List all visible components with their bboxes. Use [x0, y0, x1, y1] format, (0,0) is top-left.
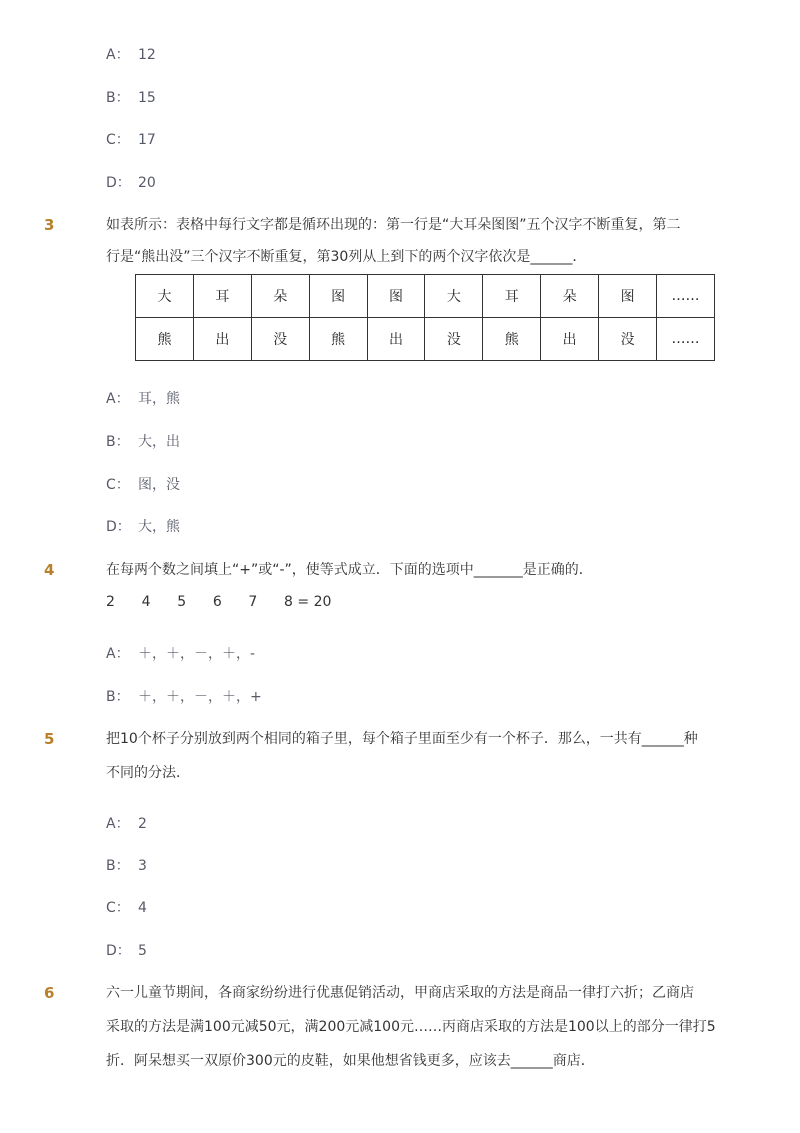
- option-label: B：: [106, 434, 130, 450]
- question-4-number: 4: [44, 561, 55, 579]
- table-cell: 出: [193, 318, 251, 361]
- option-label: C：: [106, 477, 130, 493]
- option-value: 耳，熊: [138, 391, 180, 407]
- option-label: B：: [106, 689, 130, 705]
- table-cell: ……: [657, 275, 715, 318]
- question-3-text-line-1: 如表所示：表格中每行文字都是循环出现的：第一行是“大耳朵图图”五个汉字不断重复，第二: [106, 217, 681, 233]
- option-value: 20: [138, 175, 156, 191]
- option-label: D：: [106, 175, 131, 191]
- table-cell: 没: [425, 318, 483, 361]
- option-label: C：: [106, 900, 130, 916]
- question-5-text-line-2: 不同的分法．: [106, 765, 190, 781]
- table-cell: ……: [657, 318, 715, 361]
- option-label: B：: [106, 858, 130, 874]
- table-cell: 没: [599, 318, 657, 361]
- option-label: D：: [106, 943, 131, 959]
- option-value: ＋，＋，－，＋，+: [138, 689, 262, 705]
- option-label: A：: [106, 391, 130, 407]
- option-value: 大，出: [138, 434, 180, 450]
- question-6-text-line-1: 六一儿童节期间，各商家纷纷进行优惠促销活动，甲商店采取的方法是商品一律打六折；乙商店: [106, 985, 694, 1001]
- option-label: A：: [106, 646, 130, 662]
- option-label: C：: [106, 132, 130, 148]
- option-value: 15: [138, 90, 156, 106]
- option-value: 2: [138, 816, 147, 832]
- option-value: 5: [138, 943, 147, 959]
- table-cell: 耳: [483, 275, 541, 318]
- q5-option-d[interactable]: [106, 941, 147, 961]
- option-value: ＋，＋，－，＋，-: [138, 646, 256, 662]
- q5-option-b[interactable]: [106, 856, 147, 876]
- table-cell: 图: [367, 275, 425, 318]
- q3-option-c[interactable]: [106, 475, 180, 495]
- q4-option-b[interactable]: [106, 687, 262, 707]
- option-label: B：: [106, 90, 130, 106]
- option-value: 17: [138, 132, 156, 148]
- question-6-text-line-2: 采取的方法是满100元减50元，满200元减100元……丙商店采取的方法是100以上的部分一律打5: [106, 1019, 716, 1035]
- table-cell: 朵: [541, 275, 599, 318]
- option-value: 12: [138, 47, 156, 63]
- option-value: 大，熊: [138, 519, 180, 535]
- table-cell: 耳: [193, 275, 251, 318]
- question-5-number: 5: [44, 730, 55, 748]
- table-cell: 出: [367, 318, 425, 361]
- question-3-table: [135, 274, 715, 361]
- q2-option-d[interactable]: [106, 173, 156, 193]
- question-6-text-line-3: 折．阿呆想买一双原价300元的皮鞋，如果他想省钱更多，应该去______商店．: [106, 1053, 595, 1069]
- question-4-text-line-1: 在每两个数之间填上“+”或“-”，使等式成立．下面的选项中_______是正确的．: [106, 562, 593, 578]
- option-value: 4: [138, 900, 147, 916]
- option-label: D：: [106, 519, 131, 535]
- question-5-text-line-1: 把10个杯子分别放到两个相同的箱子里，每个箱子里面至少有一个杯子．那么，一共有______种: [106, 731, 698, 747]
- question-3-text-line-2: 行是“熊出没”三个汉字不断重复，第30列从上到下的两个汉字依次是______．: [106, 249, 587, 265]
- q3-option-a[interactable]: [106, 389, 180, 409]
- q3-option-b[interactable]: [106, 432, 180, 452]
- q2-option-a[interactable]: [106, 45, 156, 65]
- option-value: 3: [138, 858, 147, 874]
- table-cell: 熊: [309, 318, 367, 361]
- table-cell: 出: [541, 318, 599, 361]
- q5-option-c[interactable]: [106, 898, 147, 918]
- table-cell: 熊: [136, 318, 194, 361]
- table-cell: 熊: [483, 318, 541, 361]
- table-cell: 没: [251, 318, 309, 361]
- table-cell: 图: [599, 275, 657, 318]
- option-label: A：: [106, 816, 130, 832]
- question-3-number: 3: [44, 216, 55, 234]
- table-cell: 图: [309, 275, 367, 318]
- q2-option-b[interactable]: [106, 88, 156, 108]
- table-row-1: [136, 275, 715, 318]
- question-6-number: 6: [44, 984, 55, 1002]
- q4-option-a[interactable]: [106, 644, 255, 664]
- option-label: A：: [106, 47, 130, 63]
- question-4-equation: 2 4 5 6 7 8 = 20: [106, 594, 332, 610]
- q5-option-a[interactable]: [106, 814, 147, 834]
- q3-option-d[interactable]: [106, 517, 180, 537]
- table-cell: 大: [425, 275, 483, 318]
- table-cell: 朵: [251, 275, 309, 318]
- q2-option-c[interactable]: [106, 130, 156, 150]
- table-cell: 大: [136, 275, 194, 318]
- option-value: 图，没: [138, 477, 180, 493]
- table-row-2: [136, 318, 715, 361]
